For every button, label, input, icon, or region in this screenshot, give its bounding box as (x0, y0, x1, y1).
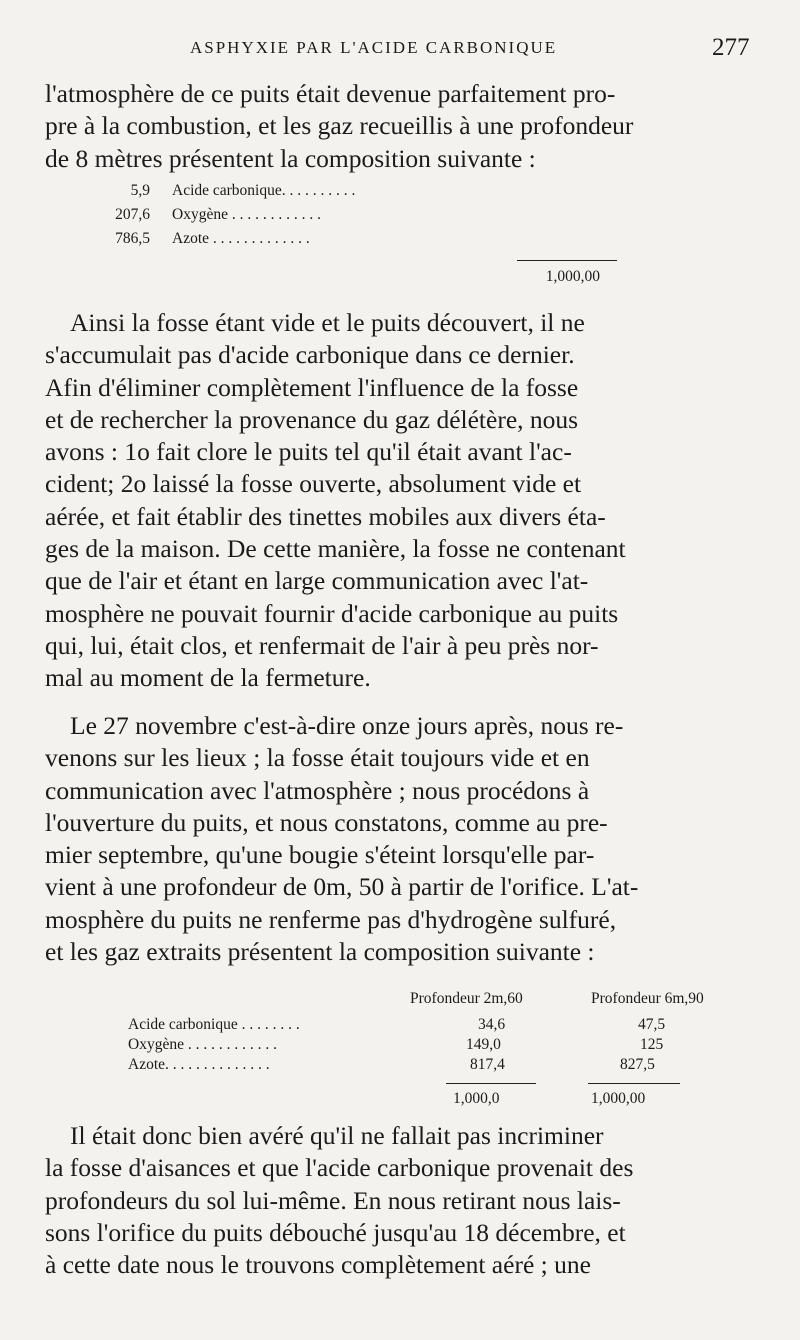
paragraph-3 (45, 710, 760, 968)
row-label: Azote. . . . . . . . . . . . . . (128, 1056, 270, 1073)
text-line: mosphère ne pouvait fournir d'acide carbonique au puits (45, 598, 619, 628)
composition-table-1 (115, 182, 622, 292)
text-line: ges de la maison. De cette manière, la fosse ne contenant (45, 534, 626, 564)
row-value: 34,6 (478, 1016, 506, 1033)
row-value: 817,4 (470, 1056, 505, 1073)
paragraph-4 (45, 1120, 760, 1281)
row-label: Oxygène . . . . . . . . . . . . (172, 206, 321, 223)
text-line: qui, lui, était clos, et renfermait de l'air à peu près nor- (45, 630, 599, 660)
row-value: 47,5 (638, 1016, 666, 1033)
text-line: sons l'orifice du puits débouché jusqu'au 18 décembre, et (45, 1217, 626, 1247)
column-header: Profondeur 6m,90 (591, 990, 704, 1007)
table-total: 1,000,0 (453, 1090, 500, 1107)
text-line: et les gaz extraits présentent la composition suivante : (45, 937, 595, 967)
text-line: Il était donc bien avéré qu'il ne fallait pas incriminer (70, 1121, 604, 1150)
sum-rule (588, 1083, 680, 1084)
row-value: 149,0 (466, 1036, 501, 1053)
row-label: Oxygène . . . . . . . . . . . . (128, 1036, 277, 1053)
row-label: Acide carbonique. . . . . . . . . . (172, 182, 356, 199)
row-label: Acide carbonique . . . . . . . . (128, 1016, 300, 1033)
text-line: vient à une profondeur de 0m, 50 à partir de l'orifice. L'at- (45, 872, 639, 902)
text-line: Ainsi la fosse étant vide et le puits découvert, il ne (70, 308, 585, 337)
text-line: et de rechercher la provenance du gaz délétère, nous (45, 404, 579, 434)
text-line: à cette date nous le trouvons complètement aéré ; une (45, 1250, 591, 1280)
row-value: 125 (640, 1036, 664, 1053)
text-line: aérée, et fait établir des tinettes mobiles aux divers éta- (45, 501, 606, 531)
text-line: mosphère du puits ne renferme pas d'hydrogène sulfuré, (45, 904, 617, 934)
text-line: cident; 2o laissé la fosse ouverte, absolument vide et (45, 469, 582, 499)
text-line: mier septembre, qu'une bougie s'éteint lorsqu'elle par- (45, 840, 595, 870)
row-value: 786,5 (115, 230, 150, 247)
text-line: de 8 mètres présentent la composition suivante : (45, 143, 536, 173)
paragraph-2 (45, 307, 760, 695)
text-line: l'atmosphère de ce puits était devenue parfaitement pro- (45, 79, 616, 108)
text-line: l'ouverture du puits, et nous constatons, comme au pre- (45, 807, 608, 837)
text-line: venons sur les lieux ; la fosse était toujours vide et en (45, 743, 590, 773)
text-line: avons : 1o fait clore le puits tel qu'il était avant l'ac- (45, 437, 572, 467)
paragraph-1 (45, 78, 760, 175)
text-line: Afin d'éliminer complètement l'influence de la fosse (45, 372, 579, 402)
sum-rule (517, 260, 617, 261)
table-total: 1,000,00 (545, 268, 600, 285)
row-value: 827,5 (620, 1056, 655, 1073)
column-header: Profondeur 2m,60 (410, 990, 523, 1007)
row-value: 5,9 (130, 182, 150, 199)
text-line: que de l'air et étant en large communication avec l'at- (45, 566, 589, 596)
running-title: ASPHYXIE PAR L'ACIDE CARBONIQUE (190, 38, 558, 57)
table-total: 1,000,00 (591, 1090, 646, 1107)
row-value: 207,6 (115, 206, 150, 223)
text-line: profondeurs du sol lui-même. En nous retirant nous lais- (45, 1185, 621, 1215)
page-header (0, 34, 800, 68)
sum-rule (446, 1083, 536, 1084)
text-line: communication avec l'atmosphère ; nous procédons à (45, 775, 590, 805)
composition-table-2 (128, 990, 768, 1110)
text-line: la fosse d'aisances et que l'acide carbonique provenait des (45, 1153, 634, 1183)
text-line: pre à la combustion, et les gaz recueillis à une profondeur (45, 111, 634, 141)
text-line: Le 27 novembre c'est-à-dire onze jours après, nous re- (70, 711, 624, 740)
text-line: s'accumulait pas d'acide carbonique dans ce dernier. (45, 340, 575, 370)
row-label: Azote . . . . . . . . . . . . . (172, 230, 310, 247)
page-number: 277 (712, 34, 750, 61)
text-line: mal au moment de la fermeture. (45, 663, 371, 693)
